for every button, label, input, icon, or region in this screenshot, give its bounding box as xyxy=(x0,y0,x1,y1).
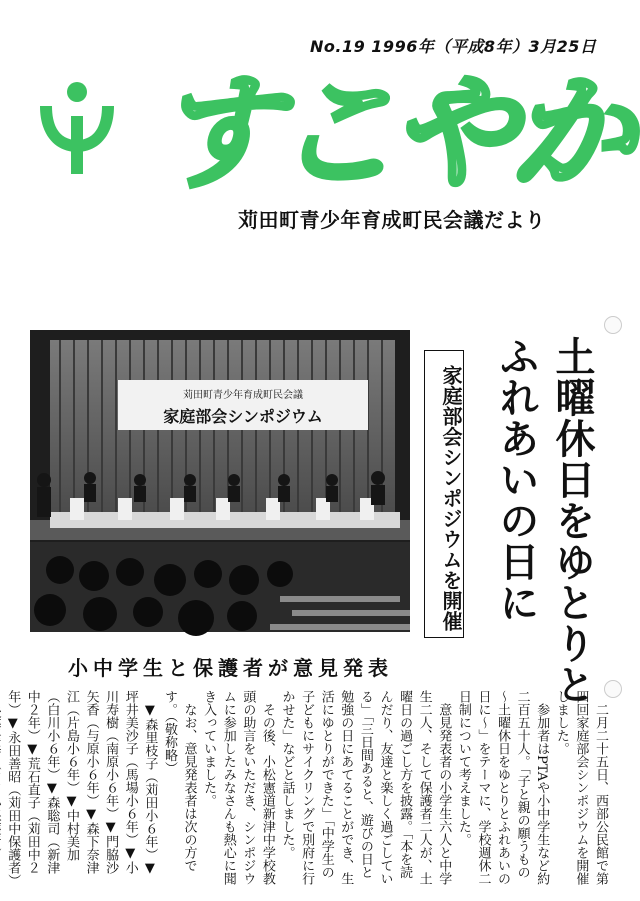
masthead-title xyxy=(150,62,629,206)
headline-line1: 土曜休日をゆとりと xyxy=(549,336,596,705)
headline-line2: ふれあいの日に xyxy=(493,336,540,623)
photo-caption: 小中学生と保護者が意見発表 xyxy=(68,656,393,680)
binder-hole xyxy=(604,316,622,334)
article-paragraph: ▼森里枝子（苅田小６年）▼坪井美沙子（馬場小６年）▼小川寿樹（南原小６年）▼門脇沙矢香（与原小６年）▼森下奈津江（片島小６年）▼中村美加（白川小６年）▼森聡司（新津中２年）▼荒石直子（苅田中２年）▼永田善昭（苅田中保護者） xyxy=(5,690,158,881)
article-paragraph: なお、意見発表者は次の方です。（敬称略） xyxy=(161,690,197,872)
masthead-subtitle: 苅田町青少年育成町民会議だより xyxy=(238,208,546,232)
photo-banner-line2: 家庭部会シンポジウム xyxy=(163,407,323,426)
article-body xyxy=(5,690,610,886)
issue-line: No.19 1996年（平成8年）3月25日 xyxy=(310,37,597,56)
article-paragraph: 意見発表者の小学生六人と中学生二人、そして保護者二人が、土曜日の過ごし方を披露。「本を読んだり、友達と楽しく過ごしている」「三日間あると、遊びの日と勉強の日にあてることができ、生活にゆとりができた」「中学生の子どもにサイクリングで別府に行かせた」などと話しました。 xyxy=(279,690,452,885)
photo-banner-line1: 苅田町青少年育成町民会議 xyxy=(183,390,303,401)
article-paragraph: 二月二十五日、西部公民館で第四回家庭部会シンポジウムを開催しました。 xyxy=(553,690,608,885)
town-emblem-icon xyxy=(36,76,118,176)
symposium-label-box xyxy=(424,350,464,638)
symposium-photo xyxy=(30,330,410,632)
article-paragraph: 参加者はPTAや小中学生など約二百五十人。「子と親の願うもの～土曜休日をゆとりとふれあいの日に～」をテーマに、学校週休二日制について考えました。 xyxy=(455,690,550,886)
headline xyxy=(472,336,600,705)
symposium-label: 家庭部会シンポジウムを開催 xyxy=(439,364,463,632)
masthead-title-text: すこやか xyxy=(156,62,629,206)
article-paragraph: その後、小松憲道新津中学校教頭の助言をいただき、シンポジウムに参加したみなさんも熱心に聞き入っていました。 xyxy=(201,690,275,885)
